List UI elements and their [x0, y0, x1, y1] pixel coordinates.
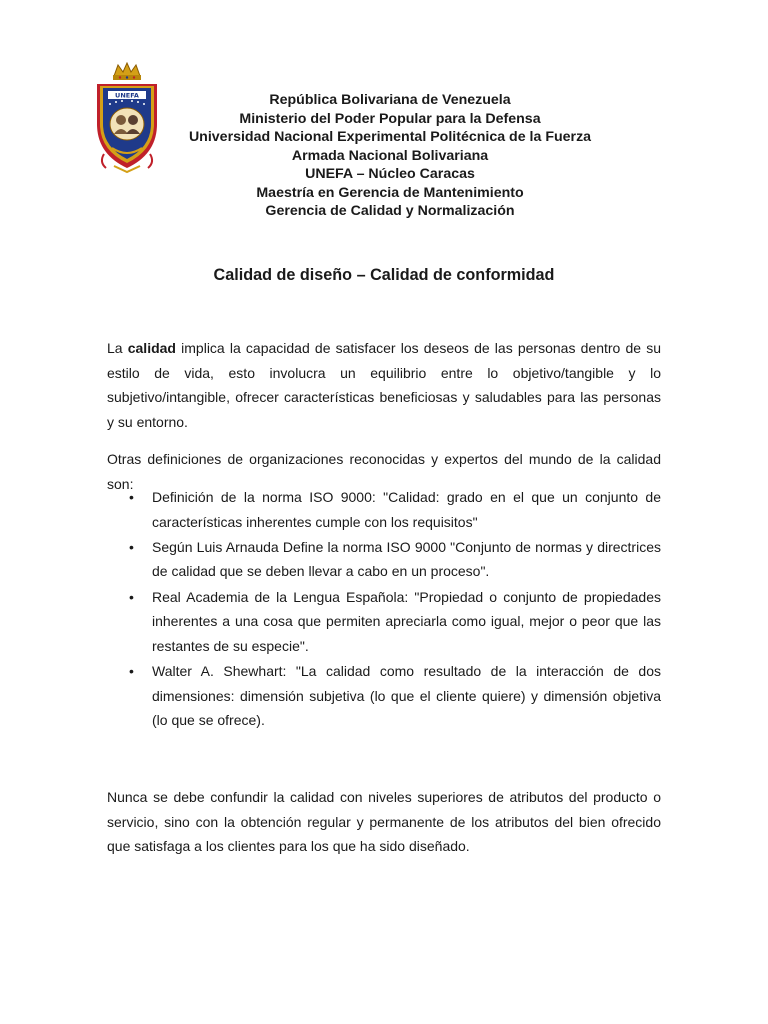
list-item-text: Definición de la norma ISO 9000: "Calidad: grado en el que un conjunto de características inherentes cumple con los requisitos": [152, 489, 661, 530]
paragraph1-after: implica la capacidad de satisfacer los deseos de las personas dentro de su estilo de vida, esto involucra un equilibrio entre lo objetivo/tangible y lo subjetivo/intangible, ofrecer características beneficiosas y saludables para las personas y su entorno.: [107, 340, 661, 430]
paragraph-other-definitions: Otras definiciones de organizaciones reconocidas y expertos del mundo de la calidad son:: [107, 451, 661, 492]
bullet-icon: •: [129, 489, 134, 505]
svg-text:UNEFA: UNEFA: [115, 91, 139, 100]
list-item-text: Real Academia de la Lengua Española: "Propiedad o conjunto de propiedades inherentes a una cosa que permiten apreciarla como igual, mejor o peor que las restantes de su especie".: [152, 588, 661, 654]
list-item: [107, 535, 661, 584]
bullet-icon: •: [129, 662, 134, 679]
paragraph1-before: La: [107, 340, 128, 356]
header-line-university: Universidad Nacional Experimental Politécnica de la Fuerza: [188, 129, 592, 145]
list-item: [107, 485, 661, 534]
bullet-icon: •: [129, 538, 134, 555]
list-item: [107, 659, 661, 733]
header-line-maestria: Maestría en Gerencia de Mantenimiento: [256, 184, 524, 201]
header-line-subject: Gerencia de Calidad y Normalización: [265, 203, 515, 219]
paragraph-calidad-definition: [107, 336, 661, 434]
paragraph1-bold-term: calidad: [127, 340, 176, 356]
bullet-icon: •: [129, 588, 134, 605]
list-item: [107, 585, 661, 659]
paragraph-conclusion: Nunca se debe confundir la calidad con niveles superiores de atributos del producto o servicio, sino con la obtención regular y permanente de los atributos del bien ofrecido que satisfaga a los clientes para los que ha sido diseñado.: [107, 789, 661, 855]
institution-header: [150, 91, 630, 221]
list-item-text: Walter A. Shewhart: "La calidad como resultado de la interacción de dos dimensiones: dimensión subjetiva (lo que el cliente quiere) y dimensión objetiva (lo que se ofrece).: [152, 662, 661, 729]
header-line-republic: República Bolivariana de Venezuela: [269, 92, 511, 108]
list-item-text: Según Luis Arnauda Define la norma ISO 9000 "Conjunto de normas y directrices de calidad que se deben llevar a cabo en un proceso".: [152, 538, 661, 580]
header-line-nucleo: UNEFA – Núcleo Caracas: [305, 166, 475, 182]
document-title: Calidad de diseño – Calidad de conformidad: [213, 266, 555, 284]
header-line-armada: Armada Nacional Bolivariana: [291, 147, 489, 164]
definitions-list: [107, 485, 661, 733]
header-line-ministry: Ministerio del Poder Popular para la Defensa: [239, 110, 541, 127]
